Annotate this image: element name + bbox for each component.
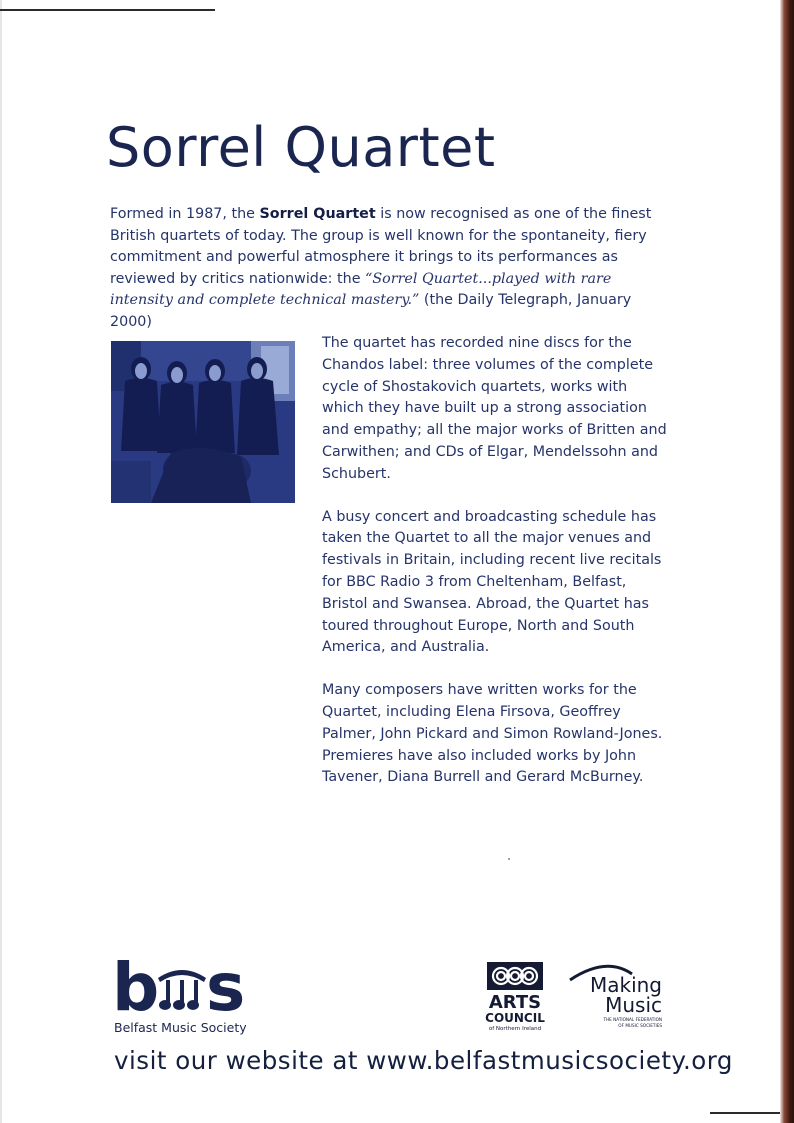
intro-text-2: is now recognised as one of the finest British quartets of today. The group is well known for the spontaneity, fiery commitment and powerful atmosphere it brings to its performances as reviewed by critics nationwide: the xyxy=(110,206,652,287)
page-edge-top xyxy=(0,9,215,11)
arts-line3: of Northern Ireland xyxy=(488,1026,542,1032)
paragraph-recordings: The quartet has recorded nine discs for the Chandos label: three volumes of the complete cycle of Shostakovich quartets, works with which they have built up a strong association and empathy; all the major works of Britten and Carwithen; and CDs of Elgar, Mendelssohn and Schubert. xyxy=(322,335,667,482)
arts-council-logo xyxy=(485,962,547,1032)
website-line: visit our website at www.belfastmusicsociety.org xyxy=(114,1046,733,1075)
paragraph-composers: Many composers have written works for the Quartet, including Elena Firsova, Geoffrey Palmer, John Pickard and Simon Rowland-Jones. Premieres have also included works by John Tavener, Diana Burrell and Gerard McBurney. xyxy=(322,682,663,786)
arts-council-mark xyxy=(485,962,547,1032)
bms-logo-mark xyxy=(112,948,252,1014)
intro-paragraph xyxy=(110,204,670,333)
body-text xyxy=(322,333,667,810)
page-edge-bottom xyxy=(710,1112,780,1114)
making-line2: Music xyxy=(605,993,662,1017)
page-edge-right xyxy=(780,0,794,1123)
making-line4: OF MUSIC SOCIETIES xyxy=(618,1023,662,1028)
bms-caption: Belfast Music Society xyxy=(114,1020,247,1035)
quartet-photo-illustration xyxy=(111,341,295,503)
making-line1: Making xyxy=(589,973,662,997)
page-title: Sorrel Quartet xyxy=(106,116,496,179)
arts-line1: ARTS xyxy=(488,992,542,1013)
stray-dot xyxy=(508,858,510,860)
page-edge-left xyxy=(0,0,2,1123)
paragraph-concerts: A busy concert and broadcasting schedule has taken the Quartet to all the major venues and festivals in Britain, including recent live recitals for BBC Radio 3 from Cheltenham, Belfast, Bristol and Swansea. Abroad, the Quartet has toured throughout Europe, North and South America, and Australia. xyxy=(322,508,662,656)
belfast-music-society-logo xyxy=(112,948,252,1014)
bms-letter-b: b xyxy=(112,949,160,1014)
intro-text-1: Formed in 1987, the xyxy=(110,206,260,222)
bms-letter-s: s xyxy=(206,949,246,1014)
intro-ensemble-name: Sorrel Quartet xyxy=(259,206,376,222)
arts-line2: COUNCIL xyxy=(485,1011,545,1025)
making-music-mark xyxy=(566,960,666,1030)
intro-press-quote: “Sorrel Quartet...played with rare intensity and complete technical mastery.” xyxy=(110,270,612,308)
intro-quote-source: (the Daily Telegraph, January 2000) xyxy=(110,292,632,330)
making-music-logo xyxy=(566,960,666,1030)
making-line3: THE NATIONAL FEDERATION xyxy=(603,1017,662,1022)
quartet-photo xyxy=(111,341,295,503)
